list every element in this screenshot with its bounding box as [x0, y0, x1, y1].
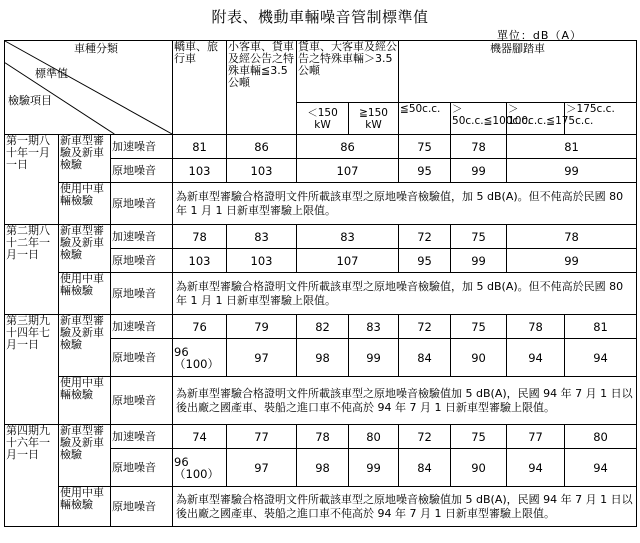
- phase-4-stat-m3: 94: [507, 449, 565, 487]
- phase-1-stat-large: 107: [297, 159, 399, 183]
- phase-1-stationary-label: 原地噪音: [111, 159, 173, 183]
- phase-3-stat-lt150: 98: [297, 339, 349, 377]
- phase-1-accel-label: 加速噪音: [111, 135, 173, 159]
- phase-3-stat-m1: 84: [399, 339, 451, 377]
- phase-3-accel-m3: 78: [507, 315, 565, 339]
- phase-2-stat-m2: 99: [451, 249, 507, 273]
- header-standard: 標準值: [35, 67, 68, 80]
- col-moto-100: ＞50c.c.≦100c.c.: [451, 103, 507, 135]
- phase-3-stat-small: 97: [227, 339, 297, 377]
- phase-1-stat-m3: 99: [507, 159, 637, 183]
- phase-3-accel-bus: 76: [173, 315, 227, 339]
- phase-1-label: 第一期八十年一月一日: [5, 135, 59, 225]
- col-bus: 轎車、旅行車: [173, 41, 227, 135]
- phase-2-stat-m3: 99: [507, 249, 637, 273]
- phase-4-newcar-label: 新車型審驗及新車檢驗: [59, 425, 111, 487]
- phase-4-accel-ge150: 80: [349, 425, 399, 449]
- phase-3-stationary-label: 原地噪音: [111, 339, 173, 377]
- col-large: 貨車、大客車及經公告之特殊車輛＞3.5 公噸: [297, 41, 399, 103]
- phase-2-newcar-label: 新車型審驗及新車檢驗: [59, 225, 111, 273]
- phase-3-accel-m4: 81: [565, 315, 637, 339]
- phase-4-accel-m2: 75: [451, 425, 507, 449]
- phase-1-stat-m1: 95: [399, 159, 451, 183]
- phase-4-used-label: 使用中車輛檢驗: [59, 487, 111, 527]
- phase-3-note: 為新車型審驗合格證明文件所載該車型之原地噪音檢驗值加 5 dB(A)，民國 94 年 7 月 1 日以後出廠之國產車、裝船之進口車不伅高於 94 年 7 月 1 日新車型審驗上限值。: [173, 377, 637, 425]
- phase-4-stationary-label: 原地噪音: [111, 449, 173, 487]
- phase-1-accel-m1: 75: [399, 135, 451, 159]
- phase-2-stat-m1: 95: [399, 249, 451, 273]
- phase-3-accel-small: 79: [227, 315, 297, 339]
- phase-2-accel-large: 83: [297, 225, 399, 249]
- phase-1-newcar-label: 新車型審驗及新車檢驗: [59, 135, 111, 183]
- phase-3-accel-lt150: 82: [297, 315, 349, 339]
- col-large-ge150: ≧150 kW: [349, 103, 399, 135]
- phase-1-accel-m2: 78: [451, 135, 507, 159]
- phase-4-accel-m3: 77: [507, 425, 565, 449]
- phase-2-used-label: 使用中車輛檢驗: [59, 273, 111, 315]
- phase-2-stat-small: 103: [227, 249, 297, 273]
- unit-label: 單位：dB（A）: [496, 29, 582, 42]
- phase-3-stat-bus: 96（100）: [173, 339, 227, 377]
- phase-3-stat-m4: 94: [565, 339, 637, 377]
- phase-2-stationary-label: 原地噪音: [111, 249, 173, 273]
- phase-3-accel-label: 加速噪音: [111, 315, 173, 339]
- phase-1-stat-bus: 103: [173, 159, 227, 183]
- phase-4-stat-ge150: 99: [349, 449, 399, 487]
- noise-standard-table: [4, 40, 637, 527]
- phase-3-label: 第三期九十四年七月一日: [5, 315, 59, 425]
- phase-4-accel-small: 77: [227, 425, 297, 449]
- phase-1-note: 為新車型審驗合格證明文件所載該車型之原地噪音檢驗值，加 5 dB(A)。但不伅高於民國 80 年 1 月 1 日新車型審驗上限值。: [173, 183, 637, 225]
- phase-4-stat-m4: 94: [565, 449, 637, 487]
- phase-4-accel-bus: 74: [173, 425, 227, 449]
- phase-2-stat-large: 107: [297, 249, 399, 273]
- phase-2-accel-m2: 75: [451, 225, 507, 249]
- phase-2-stat-bus: 103: [173, 249, 227, 273]
- phase-3-newcar-label: 新車型審驗及新車檢驗: [59, 315, 111, 377]
- phase-3-used-stationary-label: 原地噪音: [111, 377, 173, 425]
- col-moto-50: ≦50c.c.: [399, 103, 451, 135]
- phase-2-accel-small: 83: [227, 225, 297, 249]
- phase-1-used-stationary-label: 原地噪音: [111, 183, 173, 225]
- col-moto-175: ＞100c.c.≦175c.c.: [507, 103, 565, 135]
- phase-2-used-stationary-label: 原地噪音: [111, 273, 173, 315]
- phase-1-accel-m3: 81: [507, 135, 637, 159]
- phase-2-accel-label: 加速噪音: [111, 225, 173, 249]
- col-moto-over175: ＞175c.c.: [565, 103, 637, 135]
- phase-4-note: 為新車型審驗合格證明文件所載該車型之原地噪音檢驗值加 5 dB(A)，民國 94 年 7 月 1 日以後出廠之國產車、裝船之進口車不伅高於 94 年 7 月 1 日新車型審驗上限值。: [173, 487, 637, 527]
- header-car-type: 車種分類: [74, 42, 119, 55]
- header-item: 檢驗項目: [8, 94, 52, 107]
- phase-4-stat-m2: 90: [451, 449, 507, 487]
- document-title: 附表、機動車輛噪音管制標準值: [211, 8, 429, 26]
- phase-2-note: 為新車型審驗合格證明文件所載該車型之原地噪音檢驗值，加 5 dB(A)。但不伅高於民國 80 年 1 月 1 日新車型審驗上限值。: [173, 273, 637, 315]
- phase-1-accel-small: 86: [227, 135, 297, 159]
- phase-4-accel-label: 加速噪音: [111, 425, 173, 449]
- phase-3-stat-m3: 94: [507, 339, 565, 377]
- phase-3-accel-m1: 72: [399, 315, 451, 339]
- phase-4-stat-m1: 84: [399, 449, 451, 487]
- phase-2-accel-bus: 78: [173, 225, 227, 249]
- phase-3-stat-m2: 90: [451, 339, 507, 377]
- phase-4-accel-m1: 72: [399, 425, 451, 449]
- phase-3-accel-m2: 75: [451, 315, 507, 339]
- phase-1-stat-small: 103: [227, 159, 297, 183]
- phase-4-label: 第四期九十六年一月一日: [5, 425, 59, 527]
- phase-1-accel-large: 86: [297, 135, 399, 159]
- phase-2-label: 第二期八十二年一月一日: [5, 225, 59, 315]
- phase-1-used-label: 使用中車輛檢驗: [59, 183, 111, 225]
- phase-2-accel-m1: 72: [399, 225, 451, 249]
- phase-3-stat-ge150: 99: [349, 339, 399, 377]
- col-small: 小客車、貨車及經公告之特殊車輛≦3.5 公噸: [227, 41, 297, 135]
- phase-3-used-label: 使用中車輛檢驗: [59, 377, 111, 425]
- phase-4-accel-lt150: 78: [297, 425, 349, 449]
- phase-3-accel-ge150: 83: [349, 315, 399, 339]
- phase-4-accel-m4: 80: [565, 425, 637, 449]
- col-large-lt150: ＜150 kW: [297, 103, 349, 135]
- phase-4-stat-small: 97: [227, 449, 297, 487]
- phase-4-stat-bus: 96（100）: [173, 449, 227, 487]
- header-diagonal-cell: [5, 41, 173, 135]
- phase-2-accel-m3: 78: [507, 225, 637, 249]
- phase-1-accel-bus: 81: [173, 135, 227, 159]
- col-moto: 機器腳踏車: [399, 41, 637, 103]
- phase-1-stat-m2: 99: [451, 159, 507, 183]
- phase-4-used-stationary-label: 原地噪音: [111, 487, 173, 527]
- phase-4-stat-lt150: 98: [297, 449, 349, 487]
